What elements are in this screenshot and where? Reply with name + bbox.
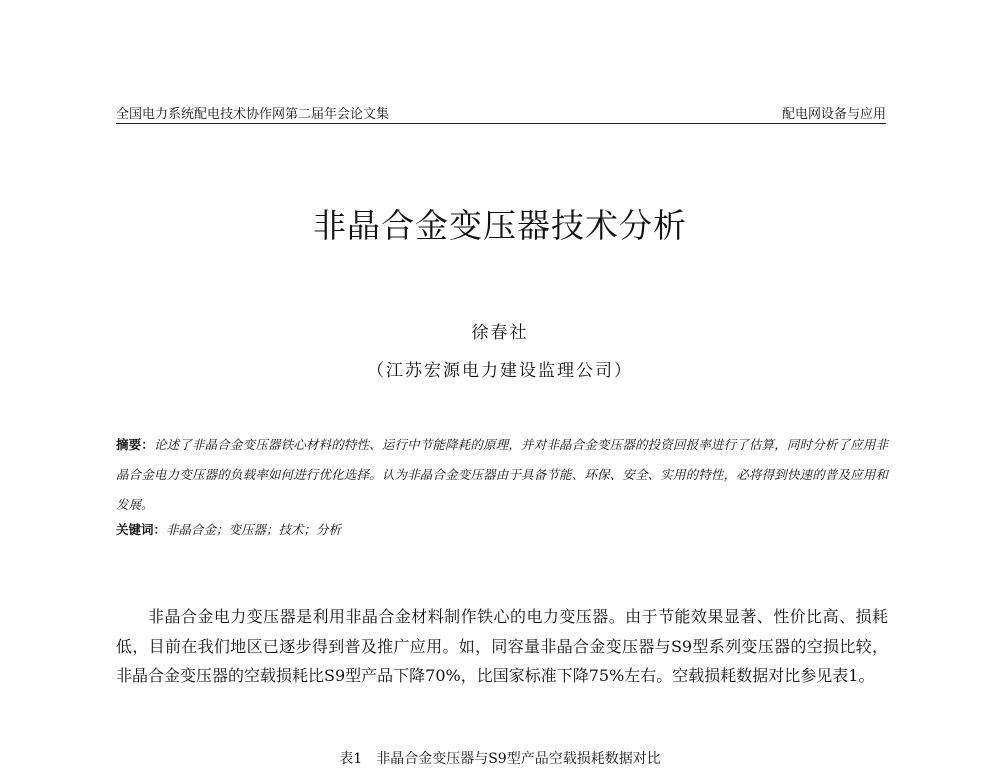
keywords-label: 关键词： xyxy=(116,522,167,537)
abstract xyxy=(116,430,888,520)
table-caption: 表1 非晶合金变压器与S9型产品空载损耗数据对比 xyxy=(339,751,661,767)
header-section: 配电网设备与应用 xyxy=(781,107,886,122)
header-proceedings-title: 全国电力系统配电技术协作网第二届年会论文集 xyxy=(116,107,390,122)
author: 徐春社 xyxy=(471,323,529,343)
paper-title: 非晶合金变压器技术分析 xyxy=(313,206,687,245)
keywords xyxy=(116,520,341,538)
affiliation: （江苏宏源电力建设监理公司） xyxy=(367,361,633,381)
abstract-text: 论述了非晶合金变压器铁心材料的特性、运行中节能降耗的原理，并对非晶合金变压器的投资回报率进行了估算，同时分析了应用非晶合金电力变压器的负载率如何进行优化选择。认为非晶合金变压器由于具备节能、环保、安全、实用的特性，必将得到快速的普及应用和发展。 xyxy=(116,437,888,512)
body-paragraph: 非晶合金电力变压器是利用非晶合金材料制作铁心的电力变压器。由于节能效果显著、性价比高、损耗低，目前在我们地区已逐步得到普及推广应用。如，同容量非晶合金变压器与S9型系列变压器的空损比较，非晶合金变压器的空载损耗比S9型产品下降70%，比国家标准下降75%左右。空载损耗数据对比参见表1。 xyxy=(116,607,888,685)
abstract-label: 摘要： xyxy=(116,437,154,452)
running-header xyxy=(116,101,886,124)
keywords-text: 非晶合金；变压器；技术；分析 xyxy=(166,522,342,537)
